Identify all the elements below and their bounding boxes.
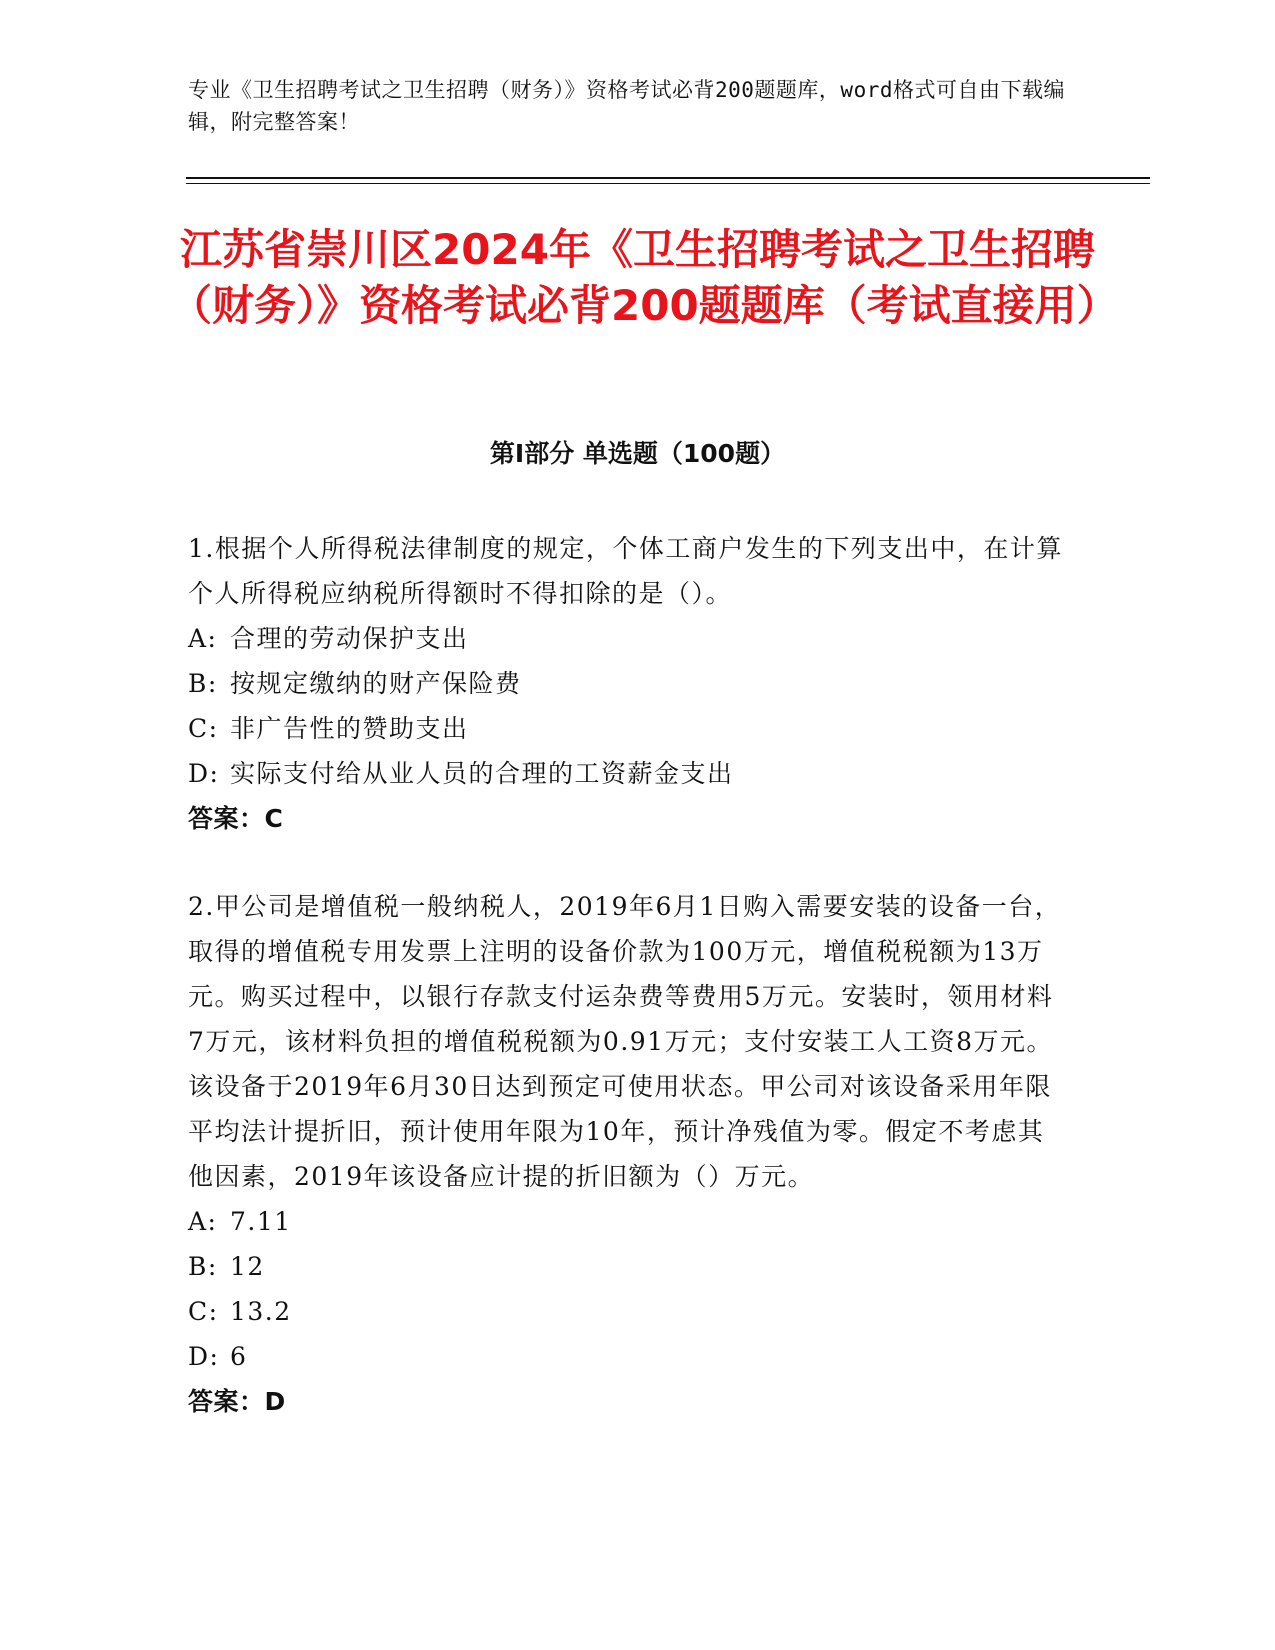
option-text: 按规定缴纳的财产保险费	[230, 669, 522, 698]
option-letter: A:	[188, 1207, 218, 1236]
option-text: 合理的劳动保护支出	[230, 624, 469, 653]
option-a	[188, 616, 1068, 661]
option-c	[188, 1289, 1068, 1334]
option-d	[188, 1334, 1068, 1379]
option-letter: C:	[188, 1297, 219, 1326]
option-letter: B:	[188, 1252, 218, 1281]
header-rule-thin	[186, 183, 1150, 184]
answer: 答案：D	[188, 1387, 286, 1416]
option-letter: B:	[188, 669, 218, 698]
option-b	[188, 1244, 1068, 1289]
answer: 答案：C	[188, 804, 284, 833]
header-rule-thick	[186, 177, 1150, 179]
question-stem: 1.根据个人所得税法律制度的规定，个体工商户发生的下列支出中，在计算个人所得税应纳税所得额时不得扣除的是（）。	[188, 534, 1063, 608]
option-text: 7.11	[230, 1207, 292, 1236]
option-text: 实际支付给从业人员的合理的工资薪金支出	[230, 759, 734, 788]
option-letter: D:	[188, 759, 220, 788]
question-1	[188, 526, 1068, 841]
option-d	[188, 751, 1068, 796]
option-text: 非广告性的赞助支出	[230, 714, 469, 743]
question-stem: 2.甲公司是增值税一般纳税人，2019年6月1日购入需要安装的设备一台，取得的增值税专用发票上注明的设备价款为100万元，增值税税额为13万元。购买过程中，以银行存款支付运杂费等费用5万元。安装时，领用材料7万元，该材料负担的增值税税额为0.91万元；支付安装工人工资8万元。该设备于2019年6月30日达到预定可使用状态。甲公司对该设备采用年限平均法计提折旧，预计使用年限为10年，预计净残值为零。假定不考虑其他因素，2019年该设备应计提的折旧额为（）万元。	[188, 892, 1062, 1191]
question-2	[188, 884, 1068, 1424]
header-note: 专业《卫生招聘考试之卫生招聘（财务）》资格考试必背200题题库，word格式可自由下载编辑，附完整答案！	[188, 78, 1065, 134]
option-text: 12	[230, 1252, 265, 1281]
option-b	[188, 661, 1068, 706]
document-title: 江苏省崇川区2024年《卫生招聘考试之卫生招聘（财务）》资格考试必背200题题库（考试直接用）	[170, 225, 1119, 330]
option-c	[188, 706, 1068, 751]
section-heading: 第I部分 单选题（100题）	[489, 439, 786, 468]
option-letter: A:	[188, 624, 218, 653]
option-text: 6	[230, 1342, 248, 1371]
option-a	[188, 1199, 1068, 1244]
option-letter: C:	[188, 714, 219, 743]
option-letter: D:	[188, 1342, 220, 1371]
option-text: 13.2	[230, 1297, 292, 1326]
